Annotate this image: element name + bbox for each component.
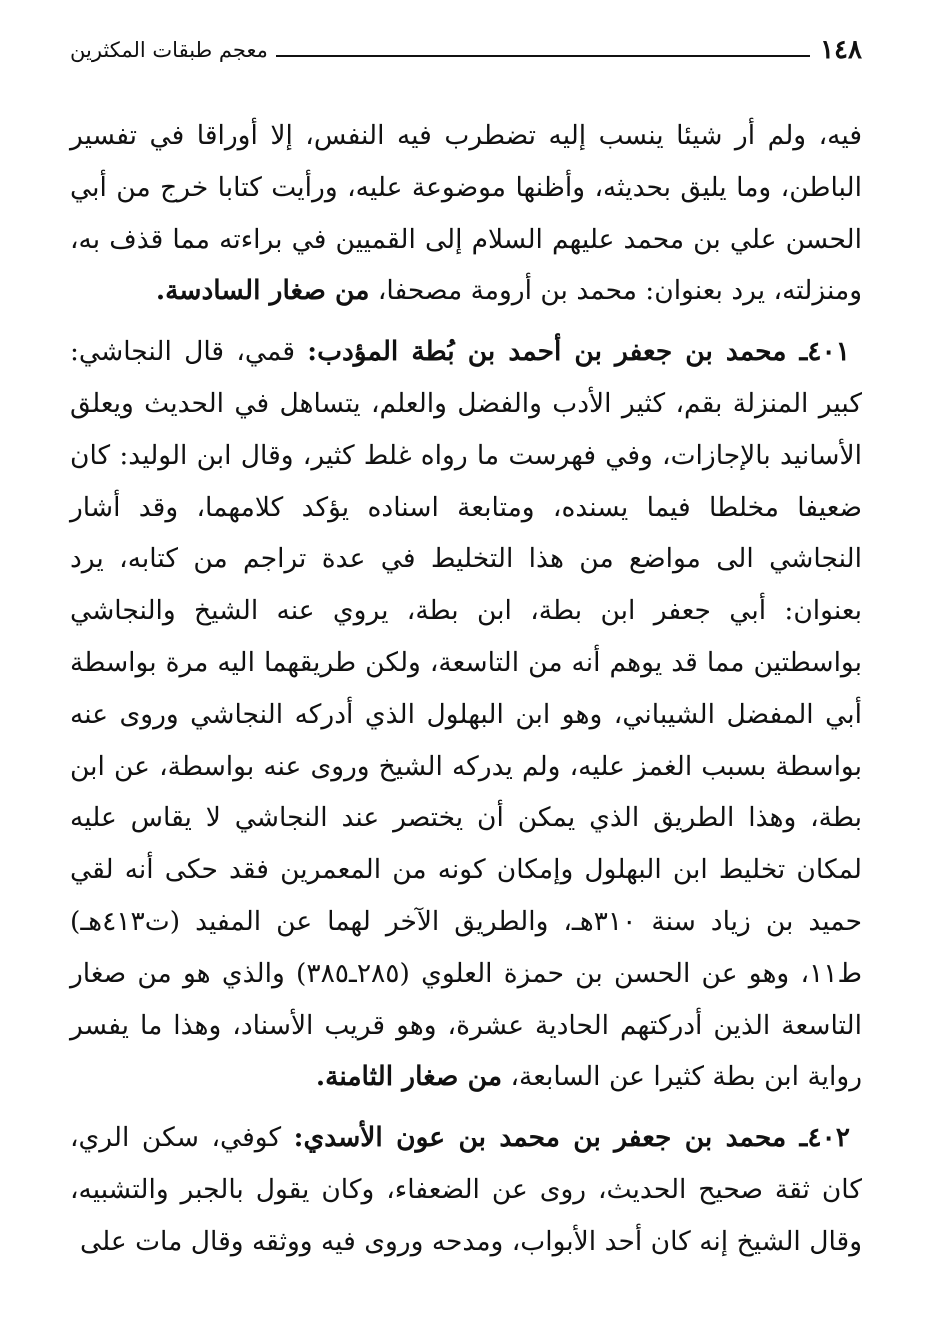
entry-401 xyxy=(70,326,862,1103)
running-title: معجم طبقات المكثرين xyxy=(70,38,268,62)
header-rule xyxy=(276,55,810,57)
page-header xyxy=(70,30,862,70)
page-number: ١٤٨ xyxy=(820,35,862,65)
entry-title: ٤٠١ـ محمد بن جعفر بن أحمد بن بُطة المؤدب: xyxy=(307,336,850,368)
entry-text: قمي، قال النجاشي: كبير المنزلة بقم، كثير الأدب والفضل والعلم، يتساهل في الحديث ويعلق الأسانيد بالإجازات، وفي فهرست ما رواه غلط كثير، وقال ابن الوليد: كان ضعيفا مخلطا فيما يسنده، ومتابعة اسناده يؤكد كلامهما، وقد أشار النجاشي الى مواضع من هذا التخليط في عدة تراجم من كتابه، يرد بعنوان: أبي جعفر ابن بطة، ابن بطة، يروي عنه الشيخ والنجاشي بواسطتين مما قد يوهم أنه من التاسعة، ولكن طريقهما اليه مرة بواسطة أبي المفضل الشيباني، وهو ابن البهلول الذي أدركه النجاشي وروى عنه بواسطة بسبب الغمز عليه، ولم يدركه الشيخ وروى عنه بواسطة، عن ابن بطة، وهذا الطريق الذي يمكن أن يختصر عند النجاشي لا يقاس عليه لمكان تخليط ابن البهلول وإمكان كونه من المعمرين فقد حكى أنه لقي حميد بن زياد سنة ٣١٠هـ، والطريق الآخر لهما عن المفيد (ت٤١٣هـ) ط١١، وهو عن الحسن بن حمزة العلوي (٢٨٥ـ٣٨٥) والذي هو من صغار التاسعة الذين أدركتهم الحادية عشرة، وهو قريب الأسناد، وهذا ما يفسر رواية ابن بطة كثيرا عن السابعة، xyxy=(70,336,863,1093)
entry-text: كوفي، سكن الري، كان ثقة صحيح الحديث، روى عن الضعفاء، وكان يقول بالجبر والتشبيه، وقال الشيخ إنه كان أحد الأبواب، ومدحه وروى فيه ووثقه وقال مات على xyxy=(70,1122,862,1257)
paragraph-continuation xyxy=(70,110,862,317)
body-text xyxy=(70,110,862,1268)
entry-title: ٤٠٢ـ محمد بن جعفر بن محمد بن عون الأسدي: xyxy=(293,1122,851,1154)
entry-402 xyxy=(70,1112,862,1267)
rank-label: من صغار السادسة. xyxy=(155,275,370,307)
rank-label: من صغار الثامنة. xyxy=(315,1061,503,1093)
paragraph-text: فيه، ولم أر شيئا ينسب إليه تضطرب فيه النفس، إلا أوراقا في تفسير الباطن، وما يليق بحديثه، وأظنها موضوعة عليه، ورأيت كتابا خرج من أبي الحسن علي بن محمد عليهم السلام إلى القميين في براءته مما قذف به، ومنزلته، يرد بعنوان: محمد بن أرومة مصحفا، xyxy=(70,120,862,307)
